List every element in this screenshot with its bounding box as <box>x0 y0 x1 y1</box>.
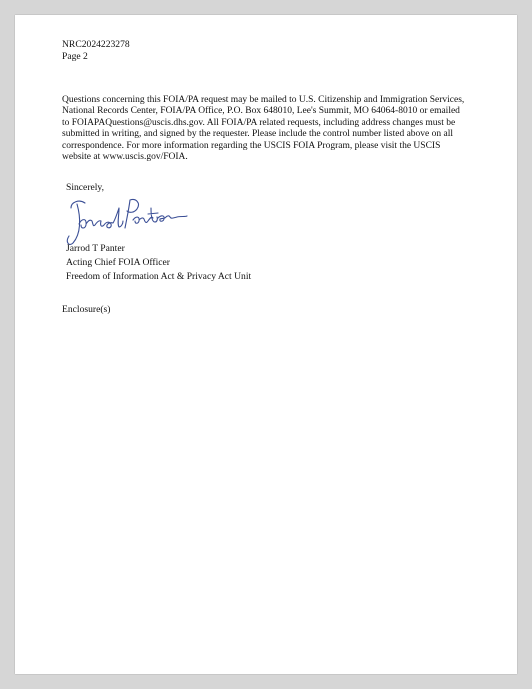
paragraph-line: submitted in writing, and signed by the requester. Please include the control number listed above on all <box>62 129 453 140</box>
signer-unit: Freedom of Information Act & Privacy Act Unit <box>66 271 252 283</box>
page-header <box>62 39 130 63</box>
enclosure-note: Enclosure(s) <box>62 304 111 315</box>
paragraph-line: Questions concerning this FOIA/PA request may be mailed to U.S. Citizenship and Immigration Services, <box>62 95 465 105</box>
contact-paragraph <box>62 95 492 163</box>
document-page <box>15 15 517 674</box>
page-number: Page 2 <box>62 51 88 62</box>
paragraph-line: National Records Center, FOIA/PA Office, P.O. Box 648010, Lee's Summit, MO 64064-8010 or emailed <box>62 106 460 117</box>
paragraph-line: website at www.uscis.gov/FOIA. <box>62 152 188 163</box>
paragraph-line: to FOIAPAQuestions@uscis.dhs.gov. All FOIA/PA related requests, including address changes must be <box>62 117 456 128</box>
control-number: NRC2024223278 <box>62 39 130 50</box>
closing-salutation: Sincerely, <box>66 182 105 193</box>
signer-name: Jarrod T Panter <box>66 243 125 254</box>
paragraph-line: correspondence. For more information regarding the USCIS FOIA Program, please visit the USCIS <box>62 140 441 151</box>
handwritten-signature <box>59 194 189 246</box>
signature-block <box>66 242 251 285</box>
signer-title: Acting Chief FOIA Officer <box>66 257 170 269</box>
